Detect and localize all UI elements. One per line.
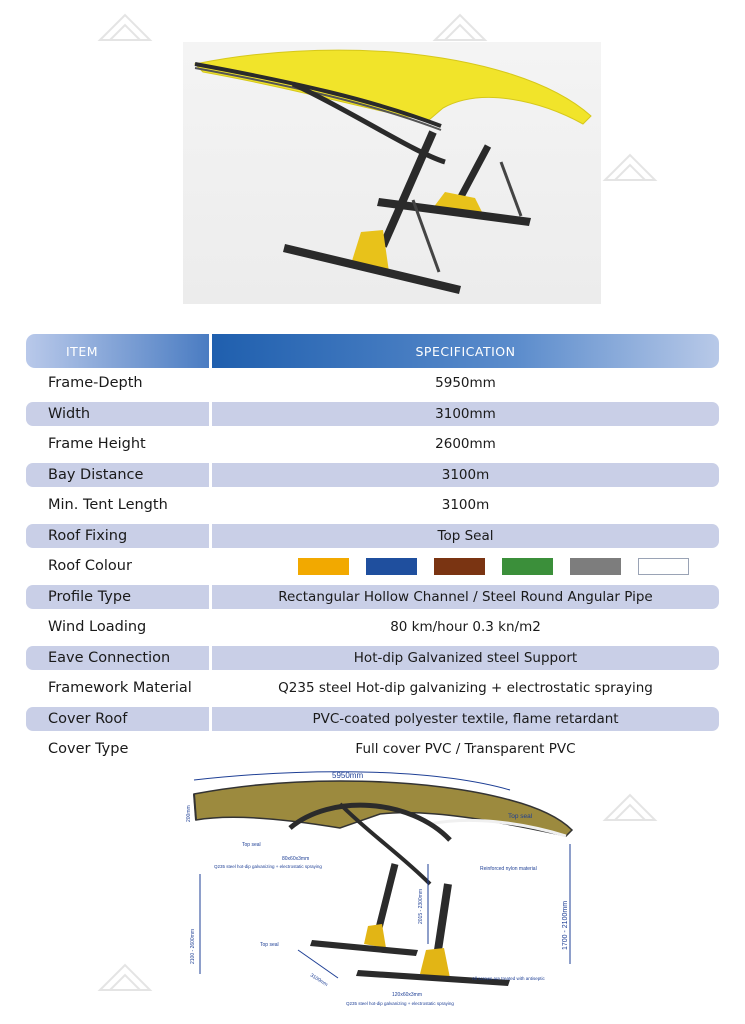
row-item: Bay Distance bbox=[48, 466, 144, 483]
row-spec: 3100m bbox=[441, 497, 490, 514]
table-row bbox=[26, 673, 719, 704]
label-top-seal-left: Top seal bbox=[242, 842, 261, 848]
label-top-seal-right: Top seal bbox=[508, 813, 533, 820]
watermark-logo bbox=[600, 790, 660, 834]
row-item: Roof Fixing bbox=[48, 527, 128, 544]
colour-swatch bbox=[366, 558, 417, 575]
label-top-seal-bottom: Top seal bbox=[260, 942, 279, 948]
label-screws: All screws are treated with antiseptic bbox=[472, 976, 545, 981]
row-item: Profile Type bbox=[48, 588, 131, 605]
label-top-length: 5950mm bbox=[332, 771, 364, 780]
row-spec: 3100m bbox=[441, 466, 490, 483]
row-item: Min. Tent Length bbox=[48, 497, 168, 514]
roof-colour-swatches bbox=[212, 558, 719, 575]
row-item: Frame Height bbox=[48, 436, 146, 453]
row-item: Eave Connection bbox=[48, 649, 171, 666]
row-spec: 80 km/hour 0.3 kn/m2 bbox=[390, 619, 541, 636]
table-row bbox=[26, 429, 719, 460]
table-row bbox=[26, 368, 719, 399]
row-item: Roof Colour bbox=[48, 558, 132, 575]
label-material-bottom: Q235 steel hot-dip galvanizing + electrostatic spraying bbox=[346, 1001, 454, 1006]
row-spec: 5950mm bbox=[435, 375, 496, 392]
table-row bbox=[26, 643, 719, 674]
row-spec: 3100mm bbox=[435, 405, 496, 422]
label-height-left: 2100 - 2600mm bbox=[190, 928, 196, 964]
table-row bbox=[26, 582, 719, 613]
label-height-mid: 2015 - 2300mm bbox=[418, 888, 424, 924]
colour-swatch bbox=[570, 558, 621, 575]
row-item: Width bbox=[48, 405, 91, 422]
label-base-width: 3100mm bbox=[308, 972, 329, 989]
label-material-top: Q235 steel hot-dip galvanizing + electrostatic spraying bbox=[214, 864, 322, 869]
watermark-logo bbox=[95, 960, 155, 1004]
watermark-logo bbox=[95, 10, 155, 54]
row-item: Wind Loading bbox=[48, 619, 147, 636]
colour-swatch bbox=[502, 558, 553, 575]
watermark-logo bbox=[600, 150, 660, 194]
table-row bbox=[26, 490, 719, 521]
table-row bbox=[26, 612, 719, 643]
label-roof-thickness: 200mm bbox=[186, 805, 192, 822]
table-header bbox=[26, 334, 719, 368]
colour-swatch bbox=[434, 558, 485, 575]
row-spec: Full cover PVC / Transparent PVC bbox=[355, 741, 576, 758]
row-item: Framework Material bbox=[48, 680, 192, 697]
carport-product-photo bbox=[183, 42, 601, 304]
row-spec: 2600mm bbox=[435, 436, 496, 453]
row-item: Frame-Depth bbox=[48, 375, 143, 392]
specification-table bbox=[26, 334, 719, 765]
table-row bbox=[26, 551, 719, 582]
table-row bbox=[26, 521, 719, 552]
label-height-right: 1700 - 2100mm bbox=[562, 900, 569, 950]
row-spec: Top Seal bbox=[437, 527, 494, 544]
row-item: Cover Type bbox=[48, 741, 129, 758]
table-row bbox=[26, 460, 719, 491]
label-reinforced: Reinforced nylon material bbox=[480, 866, 537, 872]
label-base-pipe: 120x60x3mm bbox=[392, 992, 423, 998]
table-row bbox=[26, 704, 719, 735]
row-spec: Hot-dip Galvanized steel Support bbox=[353, 649, 578, 666]
header-item: ITEM bbox=[66, 343, 99, 359]
dimension-diagram bbox=[180, 764, 585, 1008]
row-spec: Q235 steel Hot-dip galvanizing + electrostatic spraying bbox=[278, 680, 653, 697]
header-specification: SPECIFICATION bbox=[415, 343, 516, 359]
row-spec: Rectangular Hollow Channel / Steel Round Angular Pipe bbox=[278, 588, 653, 605]
table-row bbox=[26, 734, 719, 765]
row-item: Cover Roof bbox=[48, 710, 128, 727]
table-row bbox=[26, 399, 719, 430]
colour-swatch bbox=[638, 558, 689, 575]
row-spec: PVC-coated polyester textile, flame retardant bbox=[312, 710, 619, 727]
colour-swatch bbox=[298, 558, 349, 575]
label-pipe-size: 80x60x3mm bbox=[282, 856, 310, 862]
